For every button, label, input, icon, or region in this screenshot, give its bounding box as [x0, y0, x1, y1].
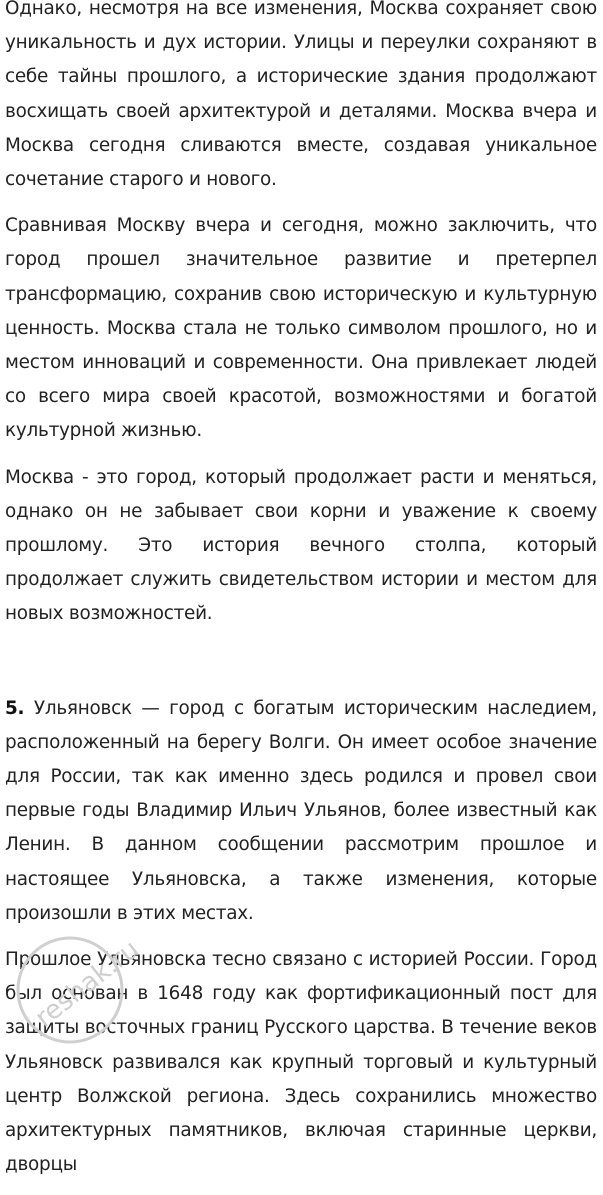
watermark-text: reshak.ru	[29, 934, 145, 1034]
section-number: 5.	[5, 697, 25, 719]
paragraph-moscow-comparison: Сравнивая Москву вчера и сегодня, можно заключить, что город прошел значительное развитие и претерпел трансформацию, сохранив свою историческую и культурную ценность. Москва стала не только символом прошлого, но и местом инноваций и современности. Она привлекает людей со всего мира своей красотой, возможностями и богатой культурной жизнью.	[5, 215, 597, 442]
paragraph-ulyanovsk-history: Прошлое Ульяновска тесно связано с историей России. Город был основан в 1648 году как фортификационный пост для защиты восточных границ Русского царства. В течение веков Ульяновск развивался как крупный торговый и культурный центр Волжской региона. Здесь сохранились множество архитектурных памятников, включая старинные церкви, дворцы	[5, 949, 597, 1176]
section-intro-text: Ульяновск — город с богатым историческим наследием, расположенный на берегу Волги. Он имеет особое значение для России, так как именно здесь родился и провел свои первые годы Владимир Ильич Ульянов, более известный как Ленин. В данном сообщении рассмотрим прошлое и настоящее Ульяновска, а также изменения, которые произошли в этих местах.	[5, 697, 597, 924]
paragraph-ulyanovsk-intro	[5, 692, 597, 931]
document-page	[5, 0, 597, 1195]
paragraph-moscow-uniqueness: Однако, несмотря на все изменения, Москва сохраняет свою уникальность и дух истории. Улицы и переулки сохраняют в себе тайны прошлого, а исторические здания продолжают восхищать своей архитектурой и деталями. Москва вчера и Москва сегодня сливаются вместе, создавая уникальное сочетание старого и нового.	[5, 0, 597, 191]
paragraph-moscow-growth: Москва - это город, который продолжает расти и меняться, однако он не забывает свои корни и уважение к своему прошлому. Это история вечного столпа, который продолжает служить свидетельством истории и местом для новых возможностей.	[5, 466, 597, 625]
section-spacer	[5, 644, 597, 692]
